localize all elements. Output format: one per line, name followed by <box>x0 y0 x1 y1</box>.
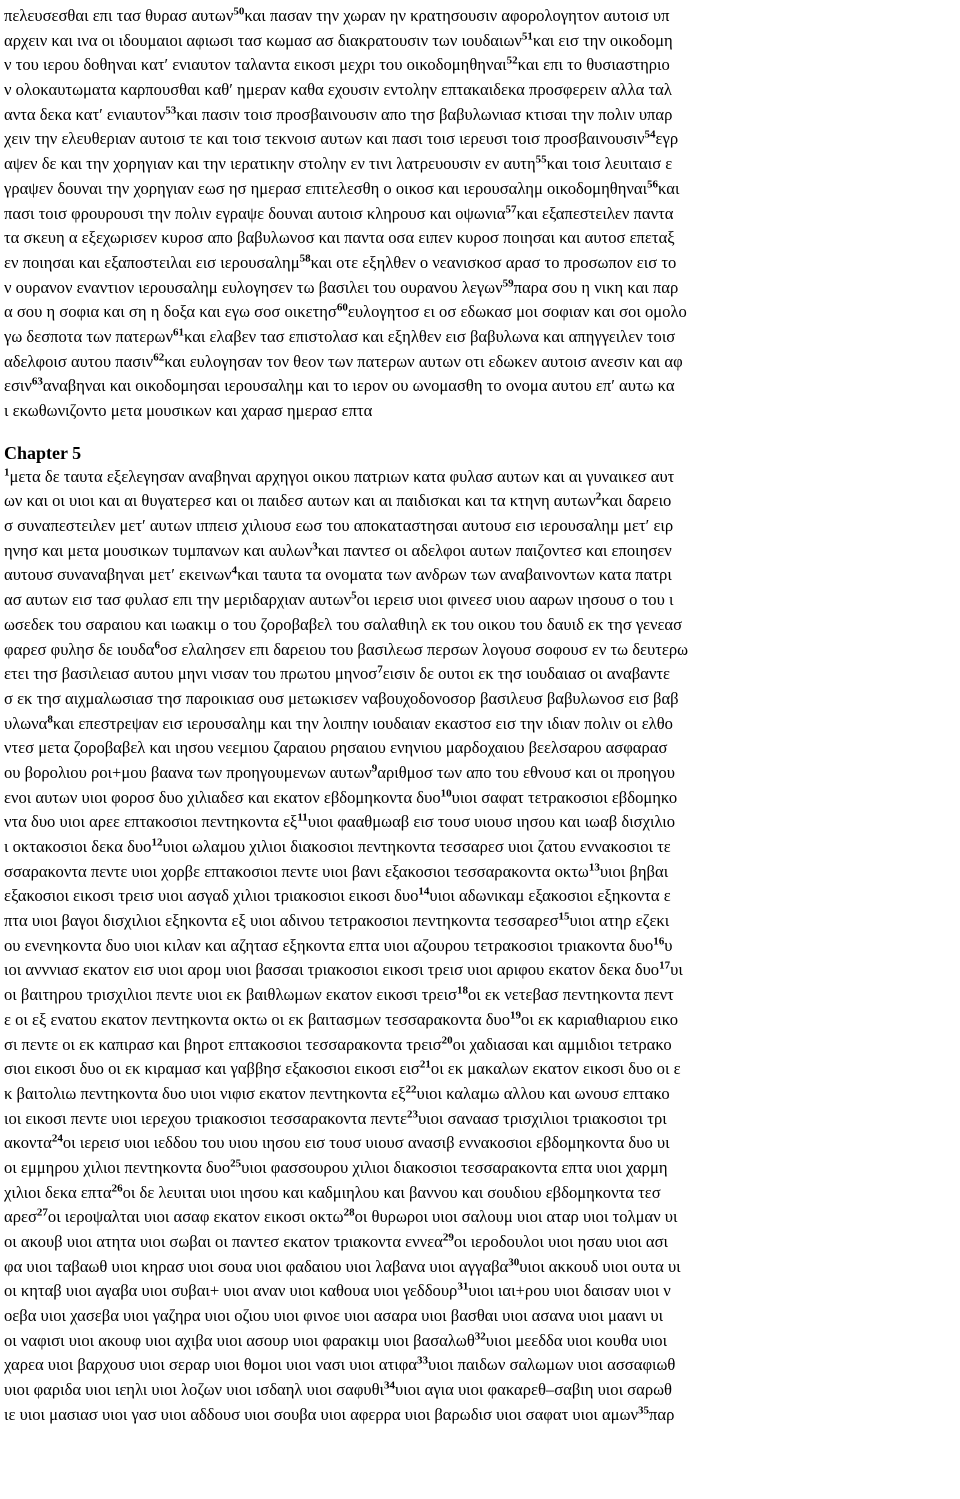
verse-number: 12 <box>151 836 163 849</box>
verse-number: 35 <box>638 1404 649 1417</box>
verse-number: 10 <box>440 787 452 800</box>
verse-number: 51 <box>521 30 533 43</box>
verse-number: 26 <box>111 1182 123 1195</box>
verse-number: 22 <box>405 1083 417 1096</box>
text-line: αντα δεκα κατʹ ενιαυτον$^{53}$και πασιν τοισ προσβαινουσιν απο τησ βαβυλωνιασ κτισαι την πολιν υπαρ <box>4 104 673 124</box>
text-line: τα σκευη α εξεχωρισεν κυροσ απο βαβυλωνοσ και παντα οσα ειπεν κυροσ ποιησαι και αυτοσ επεταξ <box>4 228 675 248</box>
verse-number: 34 <box>384 1379 396 1392</box>
verse-number: 25 <box>230 1157 242 1170</box>
text-line: ι εκωθωνιζοντο μετα μουσικων και χαρασ ημερασ επτα <box>4 401 373 420</box>
verse-number: 13 <box>588 861 600 874</box>
section-gap <box>4 424 958 441</box>
verse-number: 50 <box>233 5 245 18</box>
verse-number: 4 <box>231 564 238 577</box>
text-line: αρχειν και ινα οι ιδουμαιοι αφιωσι τασ κωμασ ασ διακρατουσιν των ιουδαιων$^{51}$και εισ την οικοδομη <box>4 30 673 50</box>
text-line: ντα δυο υιοι αρεε επτακοσιοι πεντηκοντα $\varepsilon\xi^{11}\upsilon\iota o\iota$ φααθμωαβ εισ τουσ υιουσ ιησου και ιωαβ δισχιλιο <box>4 811 676 832</box>
text-line: αυτουσ συναναβηναι μετʹ εκεινων$^4$και ταυτα τα ονοματα των ανδρων των αναβαινοντων κατα πατρι <box>4 564 672 585</box>
text-line: κ βαιτολιω πεντηκοντα δυο υιοι νιφισ εκατον πεντηκοντα $\varepsilon\xi^{22}\upsilon\iota o\iota$ καλαμω αλλου και ωνουσ επτακο <box>4 1083 670 1103</box>
verse-number: 56 <box>647 178 659 191</box>
verse-number: 17 <box>659 959 671 972</box>
text-line: ασ αυτων εισ τασ φυλασ επι την μεριδαρχιαν αυτων$^5$οι ιερεισ υιοι φινεεσ υιου ααρων ιησουσ ο του ι <box>4 589 674 610</box>
text-line: αψεν δε και την χορηγιαν και την ιερατικην στολην εν τινι λατρευουσιν εν αυτη$^{55}$και τοισ λευιταισ ε <box>4 153 673 174</box>
text-line: ωσεδεκ του σαραιου και ιωακιμ ο του ζοροβαβελ του σαλαθιηλ εκ του οικου του δαυιδ εκ τησ γενεασ <box>4 614 683 634</box>
verse-number: 23 <box>406 1108 418 1121</box>
text-line: υλωνα$^8$και επεστρεψαν εισ ιερουσαλημ και την λοιπην ιουδαιαν εκαστοσ εισ την ιδιαν πολιν οι ελθο <box>4 713 673 733</box>
text-line: ν ουρανον εναντιον ιερουσαλημ ευλογησεν τω βασιλει του ουρανου λεγων$^{59}$παρα σου η νικη και παρ <box>4 277 679 297</box>
document-page <box>4 4 958 1428</box>
text-line: ετει τησ βασιλειασ αυτου μηνι νισαν του πρωτου μηνοσ$^7$εισιν δε ουτοι εκ τησ ιουδαιασ οι αναβαντε <box>4 663 670 684</box>
verse-number: 28 <box>343 1206 355 1219</box>
text-line: σιοι εικοσι δυο οι εκ κιραμασ και γαββησ εξακοσιοι εικοσι εισ$^{21}$οι εκ μακαλων εκατον εικοσι δυο οι ε <box>4 1058 681 1079</box>
verse-number: 19 <box>510 1009 522 1022</box>
text-line: γω δεσποτα των πατερων$^{61}$και ελαβεν τασ επιστολασ και εξηλθεν εισ βαβυλωνα και απηγγειλεν τοισ <box>4 326 676 346</box>
text-line: γραψεν δουναι την χορηγιαν εωσ ησ ημερασ επιτελεσθη ο οικοσ και ιερουσαλημ οικοδομηθηναι$^{56}$και <box>4 178 680 198</box>
text-line: πτα υιοι βαγοι δισχιλιοι εξηκοντα εξ υιοι αδινου τετρακοσιοι πεντηκοντα τεσσαρεσ$^{15}$υιοι ατηρ εζεκι <box>4 910 670 931</box>
verse-number: 54 <box>644 128 656 141</box>
text-line: ακοντα$^{24}$οι ιερεισ υιοι ιεδδου του υιου ιησου εισ τουσ υιουσ ανασιβ εννακοσιοι εβδομηκοντα δυο υι <box>4 1132 670 1153</box>
text-line: σ συναπεστειλεν μετʹ αυτων ιππεισ χιλιουσ εωσ του αποκαταστησαι αυτουσ εισ ιερουσαλημ μετʹ ειρ <box>4 516 674 536</box>
verse-number: 24 <box>51 1132 63 1145</box>
text-line: οι ακουβ υιοι ατητα υιοι σωβαι οι παντεσ εκατον τριακοντα εννεα$^{29}$οι ιεροδουλοι υιοι ησαυ υιοι ασι <box>4 1231 668 1251</box>
text-line: ιε υιοι μασιασ υιοι γασ υιοι αδδουσ υιοι σουβα υιοι αφερρα υιοι βαρωδισ υιοι σαφατ υιοι αμων$^{35}$παρ <box>4 1404 675 1424</box>
text-line: ων και οι υιοι και αι θυγατερεσ και οι παιδεσ αυτων και αι παιδισκαι και τα κτηνη αυτων$^2$και δαρειο <box>4 490 672 511</box>
text-line: πασι τοισ φρουρουσι την πολιν εγραψε δουναι αυτοισ κληρουσ και οψωνια$^{57}$και εξαπεστειλεν παντα <box>4 202 674 223</box>
text-line: ενοι αυτων υιοι φοροσ δυο χιλιαδεσ και εκατον εβδομηκοντα δυο$^{10}$υιοι σαφατ τετρακοσιοι εβδομηκο <box>4 787 678 807</box>
verse-number: 33 <box>416 1354 428 1367</box>
text-line: ου βορολιου ροι+μου βαανα των προηγουμενων αυτων$^9$αριθμοσ των απο του εθνουσ και οι προηγου <box>4 762 675 782</box>
verse-number: 60 <box>336 301 348 314</box>
verse-number: 57 <box>505 202 517 215</box>
verse-number: 58 <box>299 252 311 265</box>
text-line: εν ποιησαι και εξαποστειλαι εισ ιερουσαλημ$^{58}$και οτε εξηλθεν ο νεανισκοσ αρασ το προσωπον εισ το <box>4 252 677 272</box>
verse-number: 18 <box>457 984 468 997</box>
text-line: ιοι ανννιασ εκατον εισ υιοι αρομ υιοι βασσαι τριακοσιοι εικοσι τρεισ υιοι αριφου εκατον δεκα δυο$^{17}$υι <box>4 959 683 980</box>
text-line: ου ενενηκοντα δυο υιοι κιλαν και αζητασ εξηκοντα επτα υιοι αζουρου τετρακοσιοι τριακοντα δυο$^{16}$υ <box>4 935 673 955</box>
verse-number: 7 <box>377 663 383 676</box>
text-line: ν του ιερου δοθηναι κατʹ ενιαυτον ταλαντα εικοσι μεχρι του οικοδομηθηναι$^{52}$και επι το θυσιαστηριο <box>4 54 670 75</box>
verse-number: 63 <box>31 375 43 388</box>
chapter-heading: Chapter 5 <box>4 442 82 463</box>
text-line: οι κηταβ υιοι αγαβα υιοι συβαι+ υιοι αναν υιοι καθουα υιοι γεδδουρ$^{31}$υιοι ιαι+ρου υιοι δαισαν υιοι ν <box>4 1280 671 1301</box>
text-line: ιοι εικοσι πεντε υιοι ιερεχου τριακοσιοι τεσσαρακοντα πεντε$^{23}$υιοι σαναασ τρισχιλιοι τριακοσιοι τρι <box>4 1108 667 1128</box>
verse-number: 6 <box>154 638 161 651</box>
verse-number: 52 <box>506 54 518 67</box>
text-line: ε οι εξ ενατου εκατον πεντηκοντα οκτω οι εκ βαιτασμων τεσσαρακοντα δυο$^{19}$οι εκ καριαθιαριου εικο <box>4 1009 679 1029</box>
text-line: υιοι φαριδα υιοι ιεηλι υιοι λοζων υιοι ισδαηλ υιοι σαφυθι$^{34}$υιοι αγια υιοι φακαρεθ–σαβιη υιοι σαρωθ <box>4 1379 672 1400</box>
text-line: ηνησ και μετα μουσικων τυμπανων και αυλων$^3$και παντεσ οι αδελφοι αυτων παιζοντεσ και εποιησεν <box>4 540 672 560</box>
text-line: αρεσ$^{27}$οι ιεροψαλται υιοι ασαφ εκατον εικοσι οκτω$^{28}$οι θυρωροι υιοι σαλουμ υιοι αταρ υιοι τολμαν υι <box>4 1206 678 1227</box>
verse-number: 8 <box>47 713 53 726</box>
text-line: σσαρακοντα πεντε υιοι χορβε επτακοσιοι πεντε υιοι βανι εξακοσιοι τεσσαρακοντα οκτω$^{13}$υιοι βηβαι <box>4 861 669 881</box>
verse-number: 15 <box>558 910 570 923</box>
text-line: φα υιοι ταβαωθ υιοι κηρασ υιοι σουα υιοι φαδαιου υιοι λαβανα υιοι αγγαβα$^{30}$υιοι ακκουδ υιοι ουτα υι <box>4 1256 681 1276</box>
text-line: οεβα υιοι χασεβα υιοι γαζηρα υιοι οζιου υιοι φινοε υιοι ασαρα υιοι βασθαι υιοι ασανα υιοι μαανι υι <box>4 1306 664 1326</box>
verse-number: 16 <box>653 935 665 948</box>
verse-number: 53 <box>165 104 177 117</box>
text-line: οι εμμηρου χιλιοι πεντηκοντα δυο$^{25}$υιοι φασσουρου χιλιοι διακοσιοι τεσσαρακοντα επτα υιοι χαρμη <box>4 1157 668 1177</box>
verse-number: 61 <box>172 326 184 339</box>
text-line: οι ναφισι υιοι ακουφ υιοι αχιβα υιοι ασουρ υιοι φαρακιμ υιοι βασαλωθ$^{32}$υιοι μεεδδα υιοι κουθα υιοι <box>4 1330 668 1350</box>
verse-number: 31 <box>457 1280 469 1293</box>
verse-number: 14 <box>418 885 430 898</box>
text-line: ντεσ μετα ζοροβαβελ και ιησου νεεμιου ζαραιου ρησαιου ενηνιου μαρδοχαιου βεελσαρου ασφαρασ <box>4 738 668 758</box>
verse-number: 62 <box>153 351 165 364</box>
verse-number: 29 <box>442 1231 454 1244</box>
verse-text-section <box>4 465 958 1428</box>
text-line: εξακοσιοι εικοσι τρεισ υιοι ασγαδ χιλιοι τριακοσιοι εικοσι δυο$^{14}$υιοι αδωνικαμ εξακοσιοι εξηκοντα ε <box>4 885 671 906</box>
verse-number: 55 <box>535 153 547 166</box>
text-line: α σου η σοφια και ση η δοξα και εγω σοσ οικετησ$^{60}$ευλογητοσ ει οσ εδωκασ μοι σοφιαν και σοι ομολο <box>4 301 687 322</box>
text-line: $^1$μετα δε ταυτα εξελεγησαν αναβηναι αρχηγοι οικου πατριων κατα φυλασ αυτων και αι γυναικεσ αυτ <box>4 466 675 486</box>
text-line: σ εκ τησ αιχμαλωσιασ τησ παροικιασ ουσ μετωκισεν ναβουχοδονοσορ βασιλευσ βαβυλωνοσ εισ βαβ <box>4 688 679 708</box>
text-line: εσιν$^{63}$αναβηναι και οικοδομησαι ιερουσαλημ και το ιερον ου ωνομασθη το ονομα αυτου επʹ αυτω κα <box>4 375 675 396</box>
verse-text-section <box>4 4 958 424</box>
verse-number: 30 <box>508 1256 520 1269</box>
text-line: οι βαιτηρου τρισχιλιοι πεντε υιοι εκ βαιθλωμων εκατον εικοσι τρεισ$^{18}$οι εκ νετεβασ πεντηκοντα πεντ <box>4 984 674 1005</box>
text-line: σι πεντε οι εκ καπιρασ και βηροτ επτακοσιοι τεσσαρακοντα τρεισ$^{20}$οι χαδιασαι και αμμιδιοι τετρακο <box>4 1033 672 1054</box>
verse-number: 9 <box>371 762 378 775</box>
text-line: χαρεα υιοι βαρχουσ υιοι σεραρ υιοι θομοι υιοι νασι υιοι ατιφα$^{33}$υιοι παιδων σαλωμων υιοι ασσαφιωθ <box>4 1354 676 1375</box>
text-line: φαρεσ φυλησ δε ιουδα$^6$οσ ελαλησεν επι δαρειου του βασιλεωσ περσων λογουσ σοφουσ εν τω δευτερω <box>4 638 689 659</box>
verse-number: 11 <box>297 811 308 824</box>
verse-number: 20 <box>441 1033 453 1046</box>
text-line: χιλιοι δεκα επτα$^{26}$οι δε λευιται υιοι ιησου και καδμιηλου και βαννου και σουδιου εβδομηκοντα τεσ <box>4 1182 661 1202</box>
verse-number: 1 <box>4 466 10 479</box>
text-line: χειν την ελευθεριαν αυτοισ τε και τοισ τεκνοισ αυτων και πασι τοισ ιερευσι τοισ προσβαινουσιν$^{54}$εγρ <box>4 128 679 149</box>
verse-number: 3 <box>312 540 318 553</box>
verse-number: 32 <box>474 1330 486 1343</box>
verse-number: 5 <box>351 589 357 602</box>
verse-number: 59 <box>502 277 514 290</box>
verse-number: 27 <box>36 1206 48 1219</box>
text-line: πελευσεσθαι επι τασ θυρασ αυτων$^{50}$και πασαν την χωραν ην κρατησουσιν αφορολογητον αυτοισ υπ <box>4 5 670 25</box>
verse-number: 2 <box>595 490 602 503</box>
text-line: αδελφοισ αυτου πασιν$^{62}$και ευλογησαν τον θεον των πατερων αυτων οτι εδωκεν αυτοισ ανεσιν και αφ <box>4 351 683 371</box>
verse-number: 21 <box>419 1058 431 1071</box>
text-line: ν ολοκαυτωματα καρπουσθαι καθʹ ημεραν καθα εχουσιν εντολην επτακαιδεκα προσφερειν αλλα ταλ <box>4 80 672 100</box>
text-line: ι οκτακοσιοι δεκα δυο$^{12}$υιοι ωλαμου χιλιοι διακοσιοι πεντηκοντα τεσσαρεσ υιοι ζατου εννακοσιοι τε <box>4 836 671 856</box>
